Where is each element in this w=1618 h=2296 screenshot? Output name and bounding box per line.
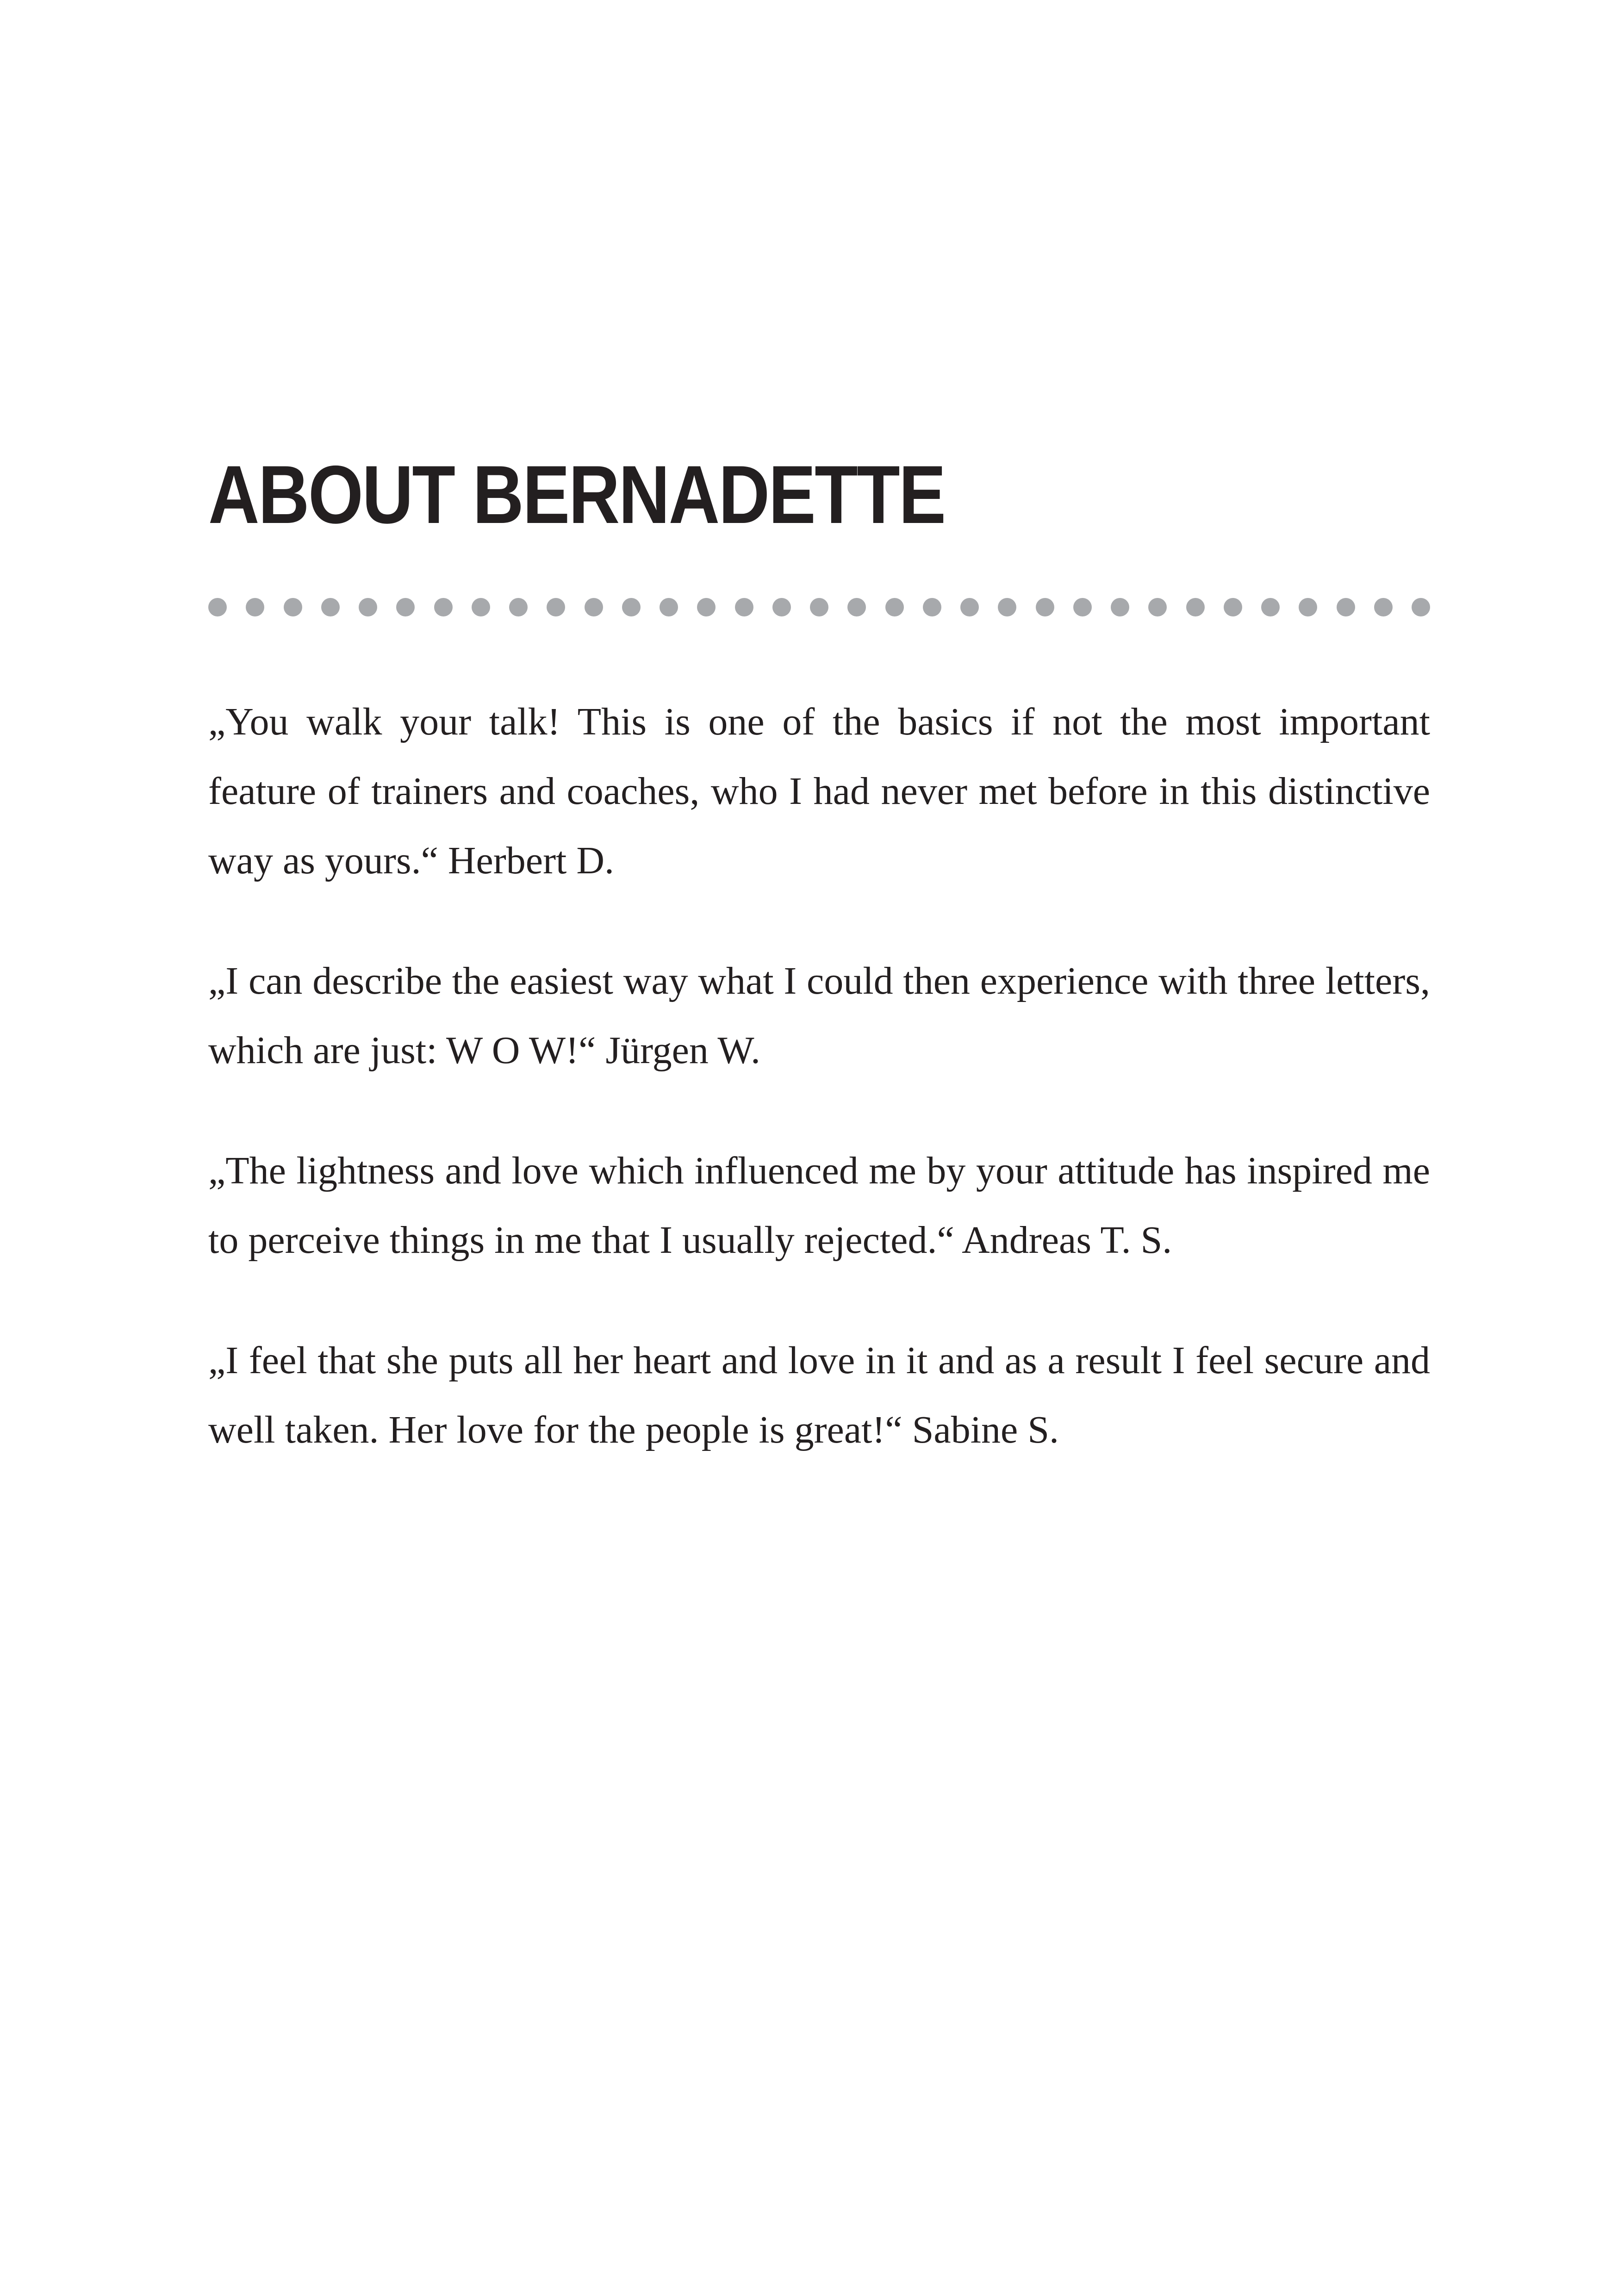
divider-dot [434, 598, 453, 616]
testimonial-andreas: „The lightness and love which influenced me by your attitude has inspired me to perceive things in me that I usually rejected.“ Andreas T. S. [208, 1149, 1430, 1262]
divider-dot [1036, 598, 1054, 616]
divider-dot [1261, 598, 1280, 616]
divider-dot [1186, 598, 1205, 616]
divider-dot [735, 598, 753, 616]
divider-dot [1299, 598, 1317, 616]
dotted-divider [208, 597, 1430, 617]
divider-dot [1148, 598, 1167, 616]
divider-dot [1111, 598, 1129, 616]
divider-dot [1374, 598, 1393, 616]
divider-dot [847, 598, 866, 616]
page-title: ABOUT BERNADETTE [208, 448, 945, 541]
divider-dot [810, 598, 828, 616]
page-content [208, 448, 1430, 1451]
divider-dot [998, 598, 1016, 616]
divider-dot [1337, 598, 1355, 616]
divider-dot [772, 598, 791, 616]
testimonials [208, 687, 1430, 1516]
testimonial-sabine: „I feel that she puts all her heart and love in it and as a result I feel secure and well taken. Her love for the people is great!“ Sabine S. [208, 1339, 1430, 1451]
testimonial-herbert: „You walk your talk! This is one of the basics if not the most important feature of trainers and coaches, who I had never met before in this distinctive way as yours.“ Herbert D. [208, 700, 1430, 882]
divider-dot [284, 598, 302, 616]
divider-dot [660, 598, 678, 616]
divider-dot [923, 598, 941, 616]
divider-dot [960, 598, 979, 616]
divider-dot [622, 598, 641, 616]
divider-dot [396, 598, 415, 616]
testimonial-juergen: „I can describe the easiest way what I could then experience with three letters, which are just: W O W!“ Jürgen W. [208, 959, 1430, 1072]
divider-dot [321, 598, 340, 616]
divider-dot [509, 598, 528, 616]
divider-dot [246, 598, 264, 616]
divider-dot [885, 598, 904, 616]
divider-dot [1073, 598, 1092, 616]
divider-dot [585, 598, 603, 616]
divider-dot [472, 598, 490, 616]
divider-dot [697, 598, 716, 616]
divider-dot [208, 598, 227, 616]
divider-dot [1412, 598, 1430, 616]
divider-dot [359, 598, 377, 616]
divider-dot [1224, 598, 1242, 616]
divider-dot [547, 598, 565, 616]
